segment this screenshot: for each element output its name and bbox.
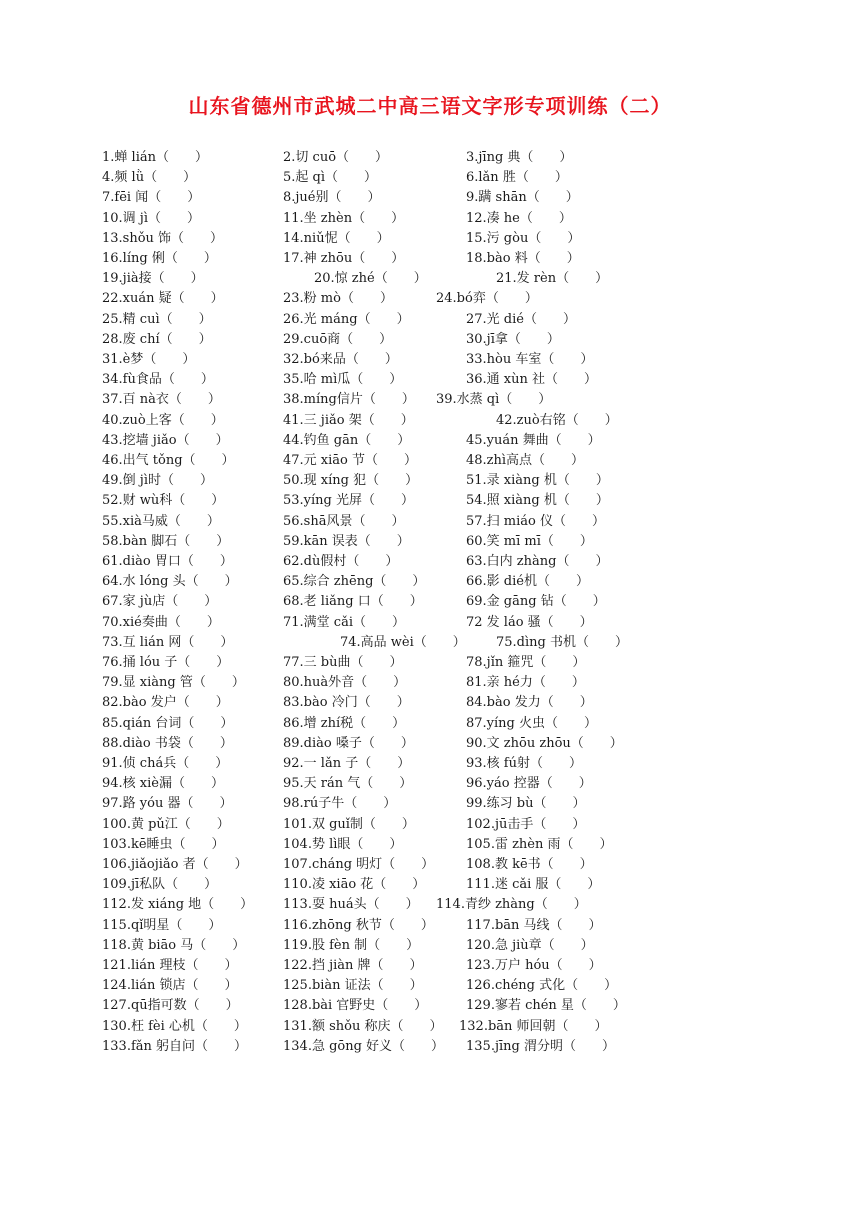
exercise-item: 101.双 guǐ制（ ） xyxy=(283,816,415,832)
exercise-item: 13.shǒu 饰（ ） xyxy=(102,230,224,246)
exercise-item: 69.金 gāng 钻（ ） xyxy=(466,594,606,610)
exercise-item: 53.yíng 光屏（ ） xyxy=(283,493,415,509)
exercise-item: 24.bó弈（ ） xyxy=(436,291,538,307)
exercise-item: 47.元 xiāo 节（ ） xyxy=(283,453,418,468)
exercise-item: 77.三 bù曲（ ） xyxy=(283,655,403,670)
exercise-item: 79.显 xiàng 管（ ） xyxy=(102,675,245,691)
exercise-item: 26.光 máng（ ） xyxy=(283,311,410,327)
exercise-item: 113.耍 huá头（ ） xyxy=(283,897,419,913)
exercise-item: 59.kān 误表（ ） xyxy=(283,533,410,549)
exercise-item: 117.bān 马线（ ） xyxy=(466,917,602,933)
exercise-item: 81.亲 hé力（ ） xyxy=(466,675,585,691)
exercise-item: 32.bó来品（ ） xyxy=(283,352,398,367)
exercise-item: 34.fù食品（ ） xyxy=(102,372,214,388)
exercise-item: 3.jīng 典（ ） xyxy=(466,150,573,165)
exercise-item: 22.xuán 疑（ ） xyxy=(102,291,224,307)
exercise-item: 109.jī私队（ ） xyxy=(102,877,218,893)
exercise-item: 16.líng 俐（ ） xyxy=(102,251,217,266)
exercise-item: 72 发 láo 骚（ ） xyxy=(466,614,593,630)
exercise-item: 122.挡 jiàn 牌（ ） xyxy=(283,958,423,973)
exercise-item: 124.lián 锁店（ ） xyxy=(102,978,238,994)
exercise-item: 33.hòu 车室（ ） xyxy=(466,352,594,367)
exercise-item: 40.zuò上客（ ） xyxy=(102,412,224,428)
exercise-item: 11.坐 zhèn（ ） xyxy=(283,210,405,226)
exercise-item: 115.qǐ明星（ ） xyxy=(102,917,222,933)
exercise-item: 41.三 jiǎo 架（ ） xyxy=(283,412,414,428)
exercise-item: 99.练习 bù（ ） xyxy=(466,796,586,812)
exercise-item: 88.diào 书袋（ ） xyxy=(102,735,233,751)
exercise-item: 57.扫 miáo 仪（ ） xyxy=(466,513,606,529)
exercise-item: 20.惊 zhé（ ） xyxy=(314,271,427,287)
exercise-item: 21.发 rèn（ ） xyxy=(496,271,609,287)
exercise-item: 116.zhōng 秋节（ ） xyxy=(283,917,434,933)
exercise-item: 100.黄 pǔ江（ ） xyxy=(102,816,230,832)
exercise-item: 67.家 jù店（ ） xyxy=(102,594,218,610)
exercise-item: 58.bàn 脚石（ ） xyxy=(102,533,230,549)
exercise-item: 134.急 gōng 好义（ ） xyxy=(283,1038,445,1054)
exercise-item: 92.一 lǎn 子（ ） xyxy=(283,756,411,771)
exercise-item: 108.教 kē书（ ） xyxy=(466,857,593,872)
exercise-item: 87.yíng 火虫（ ） xyxy=(466,715,598,731)
exercise-item: 97.路 yóu 器（ ） xyxy=(102,796,233,812)
exercise-item: 37.百 nà衣（ ） xyxy=(102,392,221,408)
exercise-item: 102.jū击手（ ） xyxy=(466,816,586,832)
exercise-item: 135.jīng 渭分明（ ） xyxy=(466,1038,615,1054)
exercise-item: 73.互 lián 网（ ） xyxy=(102,634,234,650)
exercise-item: 120.急 jiù章（ ） xyxy=(466,937,594,953)
exercise-item: 48.zhì高点（ ） xyxy=(466,453,585,468)
exercise-item: 14.niǔ怩（ ） xyxy=(283,230,390,246)
exercise-item: 119.股 fèn 制（ ） xyxy=(283,937,420,953)
exercise-item: 1.蝉 lián（ ） xyxy=(102,150,208,165)
exercise-item: 43.挖墙 jiǎo（ ） xyxy=(102,432,229,448)
exercise-item: 18.bào 料（ ） xyxy=(466,251,580,266)
exercise-item: 103.kē睡虫（ ） xyxy=(102,836,225,852)
exercise-item: 114.青纱 zhàng（ ） xyxy=(436,897,587,913)
exercise-item: 50.现 xíng 犯（ ） xyxy=(283,473,419,489)
exercise-item: 8.jué别（ ） xyxy=(283,190,381,206)
exercise-item: 46.出气 tǒng（ ） xyxy=(102,453,235,468)
exercise-item: 56.shā风景（ ） xyxy=(283,513,405,529)
exercise-item: 82.bào 发户（ ） xyxy=(102,695,229,711)
page-title: 山东省德州市武城二中高三语文字形专项训练（二） xyxy=(188,94,672,118)
exercise-item: 35.哈 mì瓜（ ） xyxy=(283,372,403,388)
exercise-item: 76.捅 lóu 子（ ） xyxy=(102,655,230,670)
exercise-item: 55.xià马威（ ） xyxy=(102,513,220,529)
exercise-item: 80.huà外音（ ） xyxy=(283,675,407,691)
exercise-item: 42.zuò右铭（ ） xyxy=(496,412,618,428)
exercise-item: 45.yuán 舞曲（ ） xyxy=(466,432,601,448)
exercise-item: 83.bào 冷门（ ） xyxy=(283,695,410,711)
exercise-item: 68.老 liǎng 口（ ） xyxy=(283,594,423,610)
exercise-item: 75.dìng 书机（ ） xyxy=(496,634,628,650)
exercise-item: 17.神 zhōu（ ） xyxy=(283,251,405,266)
exercise-item: 12.凑 he（ ） xyxy=(466,210,572,226)
exercise-item: 64.水 lóng 头（ ） xyxy=(102,574,238,590)
exercise-item: 106.jiǎojiǎo 者（ ） xyxy=(102,857,248,872)
exercise-item: 23.粉 mò（ ） xyxy=(283,291,393,307)
exercise-item: 112.发 xiáng 地（ ） xyxy=(102,897,254,913)
exercise-item: 54.照 xiàng 机（ ） xyxy=(466,493,609,509)
exercise-item: 7.fēi 闻（ ） xyxy=(102,190,201,206)
exercise-item: 71.满堂 cǎi（ ） xyxy=(283,614,405,630)
exercise-item: 4.频 lǜ（ ） xyxy=(102,170,197,186)
exercise-item: 98.rú子牛（ ） xyxy=(283,796,397,812)
exercise-item: 52.财 wù科（ ） xyxy=(102,493,225,509)
exercise-item: 29.cuō商（ ） xyxy=(283,331,393,347)
exercise-item: 84.bào 发力（ ） xyxy=(466,695,593,711)
exercise-item: 104.势 lì眼（ ） xyxy=(283,836,403,852)
exercise-item: 19.jià接（ ） xyxy=(102,271,204,287)
exercise-item: 5.起 qì（ ） xyxy=(283,170,378,186)
exercise-item: 96.yáo 控器（ ） xyxy=(466,776,592,792)
exercise-item: 38.míng信片（ ） xyxy=(283,392,415,408)
exercise-item: 36.通 xùn 社（ ） xyxy=(466,372,598,388)
exercise-item: 95.天 rán 气（ ） xyxy=(283,776,413,792)
exercise-item: 44.钓鱼 gān（ ） xyxy=(283,432,411,448)
exercise-item: 49.倒 jì时（ ） xyxy=(102,473,213,489)
exercise-item: 62.dù假村（ ） xyxy=(283,554,399,569)
exercise-item: 130.枉 fèi 心机（ ） xyxy=(102,1018,247,1034)
exercise-item: 131.额 shǒu 称庆（ ） xyxy=(283,1018,443,1034)
exercise-item: 51.录 xiàng 机（ ） xyxy=(466,473,609,489)
exercise-item: 63.白内 zhàng（ ） xyxy=(466,554,609,569)
exercise-item: 66.影 dié机（ ） xyxy=(466,574,589,590)
exercise-item: 111.迷 cǎi 服（ ） xyxy=(466,877,601,893)
exercise-item: 70.xié奏曲（ ） xyxy=(102,614,220,630)
exercise-item: 30.jī拿（ ） xyxy=(466,331,560,347)
exercise-list xyxy=(0,148,860,1068)
exercise-item: 90.文 zhōu zhōu（ ） xyxy=(466,735,623,751)
exercise-item: 60.笑 mī mī（ ） xyxy=(466,533,593,549)
exercise-item: 61.diào 胃口（ ） xyxy=(102,554,233,569)
exercise-item: 10.调 jì（ ） xyxy=(102,210,200,226)
exercise-item: 125.biàn 证法（ ） xyxy=(283,978,423,994)
exercise-item: 128.bài 官野史（ ） xyxy=(283,998,428,1014)
exercise-item: 89.diào 嗓子（ ） xyxy=(283,735,414,751)
exercise-item: 74.高品 wèi（ ） xyxy=(340,634,466,650)
exercise-item: 6.lǎn 胜（ ） xyxy=(466,170,568,186)
exercise-item: 118.黄 biāo 马（ ） xyxy=(102,937,246,953)
exercise-item: 110.凌 xiāo 花（ ） xyxy=(283,877,426,893)
exercise-item: 93.核 fú射（ ） xyxy=(466,756,582,771)
exercise-item: 65.综合 zhēng（ ） xyxy=(283,574,426,590)
exercise-item: 28.废 chí（ ） xyxy=(102,331,212,347)
exercise-item: 2.切 cuō（ ） xyxy=(283,150,389,165)
exercise-item: 91.侦 chá兵（ ） xyxy=(102,756,229,771)
exercise-item: 121.lián 理枝（ ） xyxy=(102,958,238,973)
exercise-item: 123.万户 hóu（ ） xyxy=(466,958,602,973)
exercise-item: 15.污 gòu（ ） xyxy=(466,230,581,246)
exercise-item: 132.bān 师回朝（ ） xyxy=(459,1018,608,1034)
exercise-item: 9.蹒 shān（ ） xyxy=(466,190,579,206)
exercise-item: 126.chéng 式化（ ） xyxy=(466,978,618,994)
exercise-item: 78.jǐn 箍咒（ ） xyxy=(466,655,586,670)
exercise-item: 94.核 xiè漏（ ） xyxy=(102,776,224,792)
exercise-item: 39.水蒸 qì（ ） xyxy=(436,392,552,408)
exercise-item: 127.qū指可数（ ） xyxy=(102,998,239,1014)
exercise-item: 133.fǎn 躬自问（ ） xyxy=(102,1038,248,1054)
exercise-item: 105.雷 zhèn 雨（ ） xyxy=(466,836,613,852)
exercise-item: 85.qián 台词（ ） xyxy=(102,715,234,731)
exercise-item: 27.光 dié（ ） xyxy=(466,311,576,327)
exercise-item: 129.寥若 chén 星（ ） xyxy=(466,998,626,1014)
exercise-item: 31.è梦（ ） xyxy=(102,352,196,367)
exercise-item: 86.增 zhí税（ ） xyxy=(283,715,406,731)
exercise-item: 107.cháng 明灯（ ） xyxy=(283,857,435,872)
exercise-item: 25.精 cuì（ ） xyxy=(102,311,212,327)
